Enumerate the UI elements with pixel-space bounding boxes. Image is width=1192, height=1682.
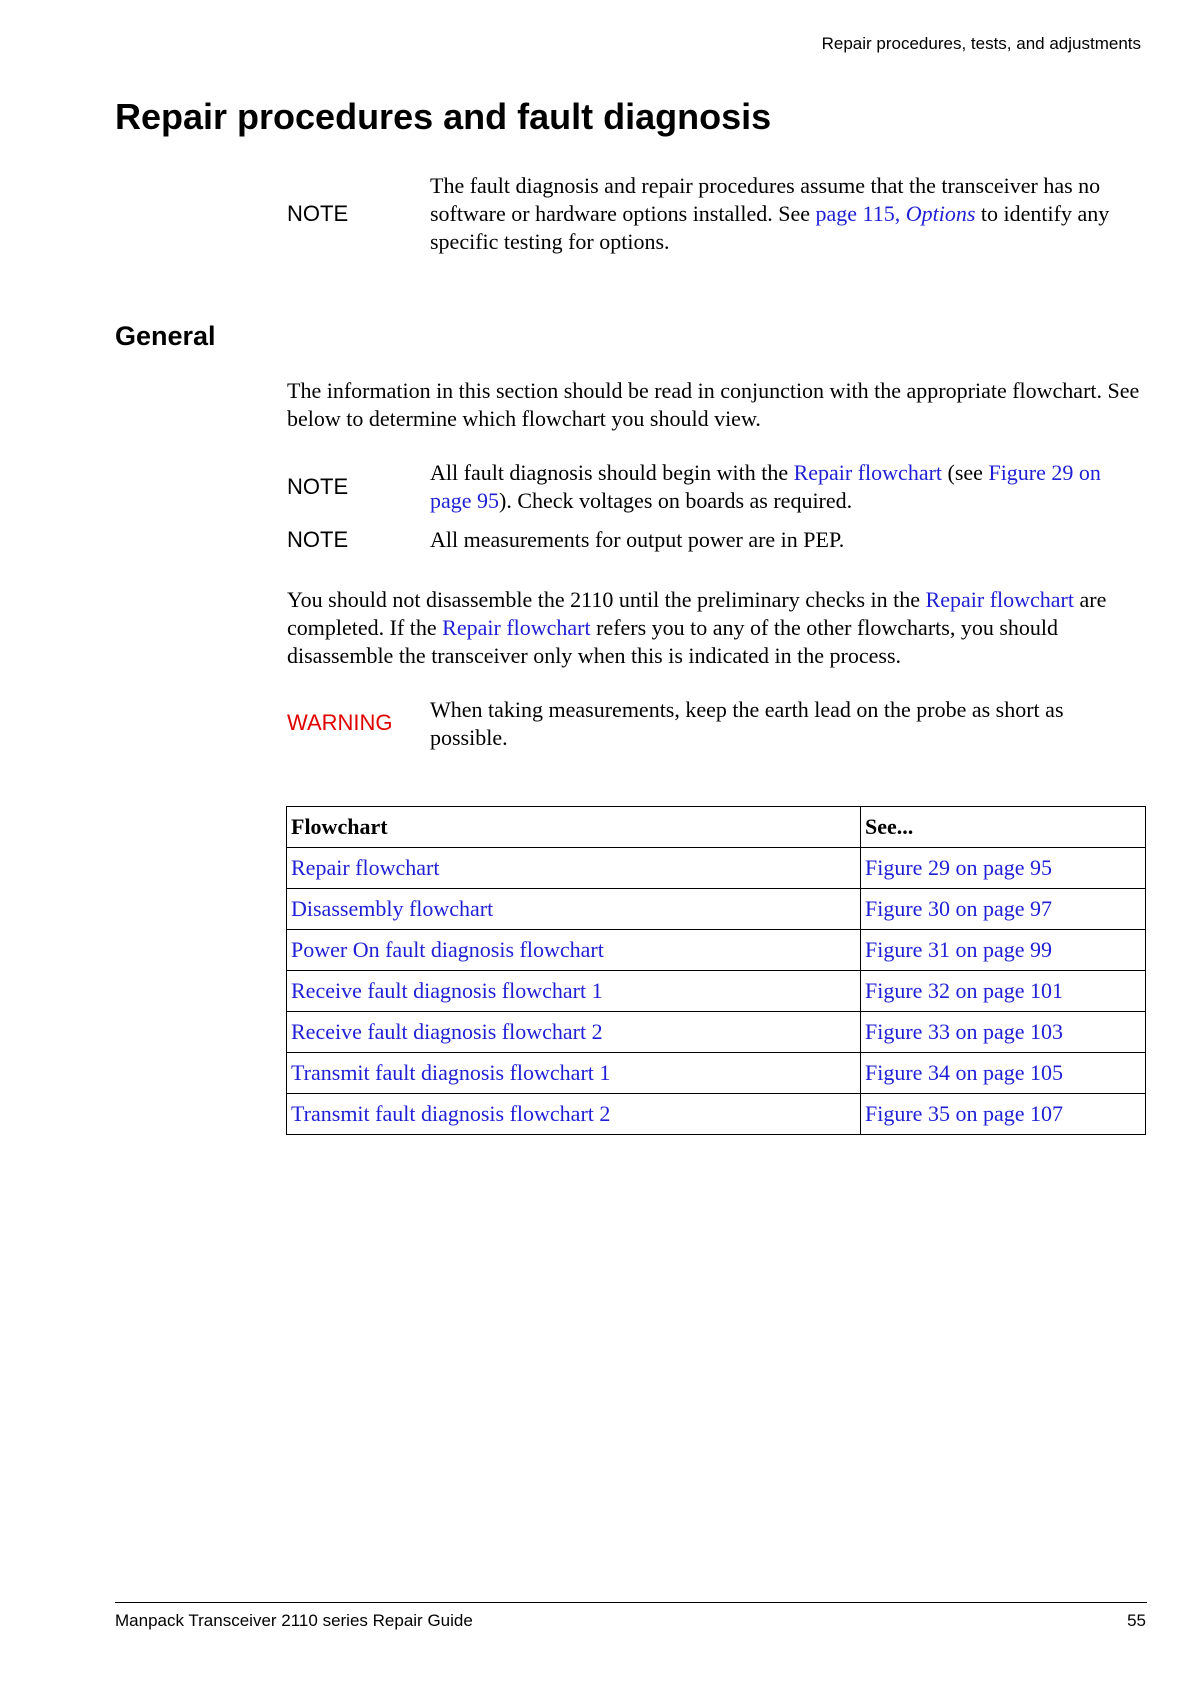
warning-text: When taking measurements, keep the earth lead on the probe as short as possible.	[430, 697, 1064, 750]
flowchart-cell	[287, 848, 861, 889]
note-label: NOTE	[287, 201, 349, 226]
flowchart-cell	[287, 971, 861, 1012]
general-intro-paragraph: The information in this section should be read in conjunction with the appropriate flowchart. See below to determine which flowchart you should view.	[287, 378, 1140, 431]
see-cell	[861, 848, 1146, 889]
flowchart-cell	[287, 1012, 861, 1053]
running-header: Repair procedures, tests, and adjustments	[821, 34, 1141, 53]
flowchart-link[interactable]: Power On fault diagnosis flowchart	[291, 937, 604, 962]
flowchart-cell	[287, 889, 861, 930]
repair-flowchart-link[interactable]: Repair flowchart	[442, 615, 591, 640]
column-header-flowchart: Flowchart	[287, 807, 861, 848]
note-text: The fault diagnosis and repair procedures assume that the transceiver has no software or hardware options installed. See page 115, Options to identify any specific testing for options.	[430, 173, 1110, 254]
flowchart-link[interactable]: Receive fault diagnosis flowchart 1	[291, 978, 603, 1003]
disassemble-paragraph: You should not disassemble the 2110 until the preliminary checks in the Repair flowchart are completed. If the Repair flowchart refers you to any of the other flowcharts, you should disassemble the transceiver only when this is indicated in the process.	[287, 587, 1107, 668]
table-row	[287, 1053, 1146, 1094]
figure-link[interactable]: Figure 29 on page 95	[865, 855, 1052, 880]
flowchart-reference-table	[286, 806, 1146, 1135]
see-cell	[861, 889, 1146, 930]
note-options	[287, 172, 1145, 256]
see-cell	[861, 1094, 1146, 1135]
flowchart-link[interactable]: Receive fault diagnosis flowchart 2	[291, 1019, 603, 1044]
table-row	[287, 930, 1146, 971]
page-number: 55	[1127, 1611, 1146, 1630]
flowchart-link[interactable]: Disassembly flowchart	[291, 896, 494, 921]
column-header-see: See...	[861, 807, 1146, 848]
note-text: All fault diagnosis should begin with the Repair flowchart (see Figure 29 on page 95). Check voltages on boards as required.	[430, 460, 1101, 513]
see-cell	[861, 1012, 1146, 1053]
table-row	[287, 1012, 1146, 1053]
note-label: NOTE	[287, 527, 349, 552]
page-115-link[interactable]: page 115, Options	[815, 201, 976, 226]
figure-link[interactable]: Figure 32 on page 101	[865, 978, 1063, 1003]
flowchart-link[interactable]: Transmit fault diagnosis flowchart 1	[291, 1060, 611, 1085]
flowchart-cell	[287, 1053, 861, 1094]
table-row	[287, 971, 1146, 1012]
section-heading-general: General	[115, 321, 216, 351]
figure-link[interactable]: Figure 33 on page 103	[865, 1019, 1063, 1044]
table-header-row	[287, 807, 1146, 848]
flowchart-cell	[287, 930, 861, 971]
warning-label: WARNING	[287, 710, 393, 735]
page-title: Repair procedures and fault diagnosis	[115, 96, 772, 137]
warning-earth-lead	[287, 696, 1145, 752]
footer-divider	[115, 1602, 1147, 1603]
see-cell	[861, 971, 1146, 1012]
figure-29-link[interactable]: Figure 29 on page 95	[430, 460, 1101, 513]
table-row	[287, 1094, 1146, 1135]
table-row	[287, 889, 1146, 930]
figure-link[interactable]: Figure 35 on page 107	[865, 1101, 1063, 1126]
note-output-power	[287, 526, 1145, 554]
repair-flowchart-link[interactable]: Repair flowchart	[793, 460, 943, 485]
flowchart-link[interactable]: Transmit fault diagnosis flowchart 2	[291, 1101, 611, 1126]
flowchart-link[interactable]: Repair flowchart	[291, 855, 440, 880]
flowchart-cell	[287, 1094, 861, 1135]
repair-flowchart-link[interactable]: Repair flowchart	[925, 587, 1074, 612]
note-text: All measurements for output power are in PEP.	[430, 527, 845, 552]
note-label: NOTE	[287, 474, 349, 499]
see-cell	[861, 930, 1146, 971]
figure-link[interactable]: Figure 30 on page 97	[865, 896, 1052, 921]
note-begin-repair	[287, 459, 1145, 515]
footer-document-title: Manpack Transceiver 2110 series Repair Guide	[115, 1611, 473, 1630]
figure-link[interactable]: Figure 31 on page 99	[865, 937, 1052, 962]
table-row	[287, 848, 1146, 889]
figure-link[interactable]: Figure 34 on page 105	[865, 1060, 1063, 1085]
see-cell	[861, 1053, 1146, 1094]
